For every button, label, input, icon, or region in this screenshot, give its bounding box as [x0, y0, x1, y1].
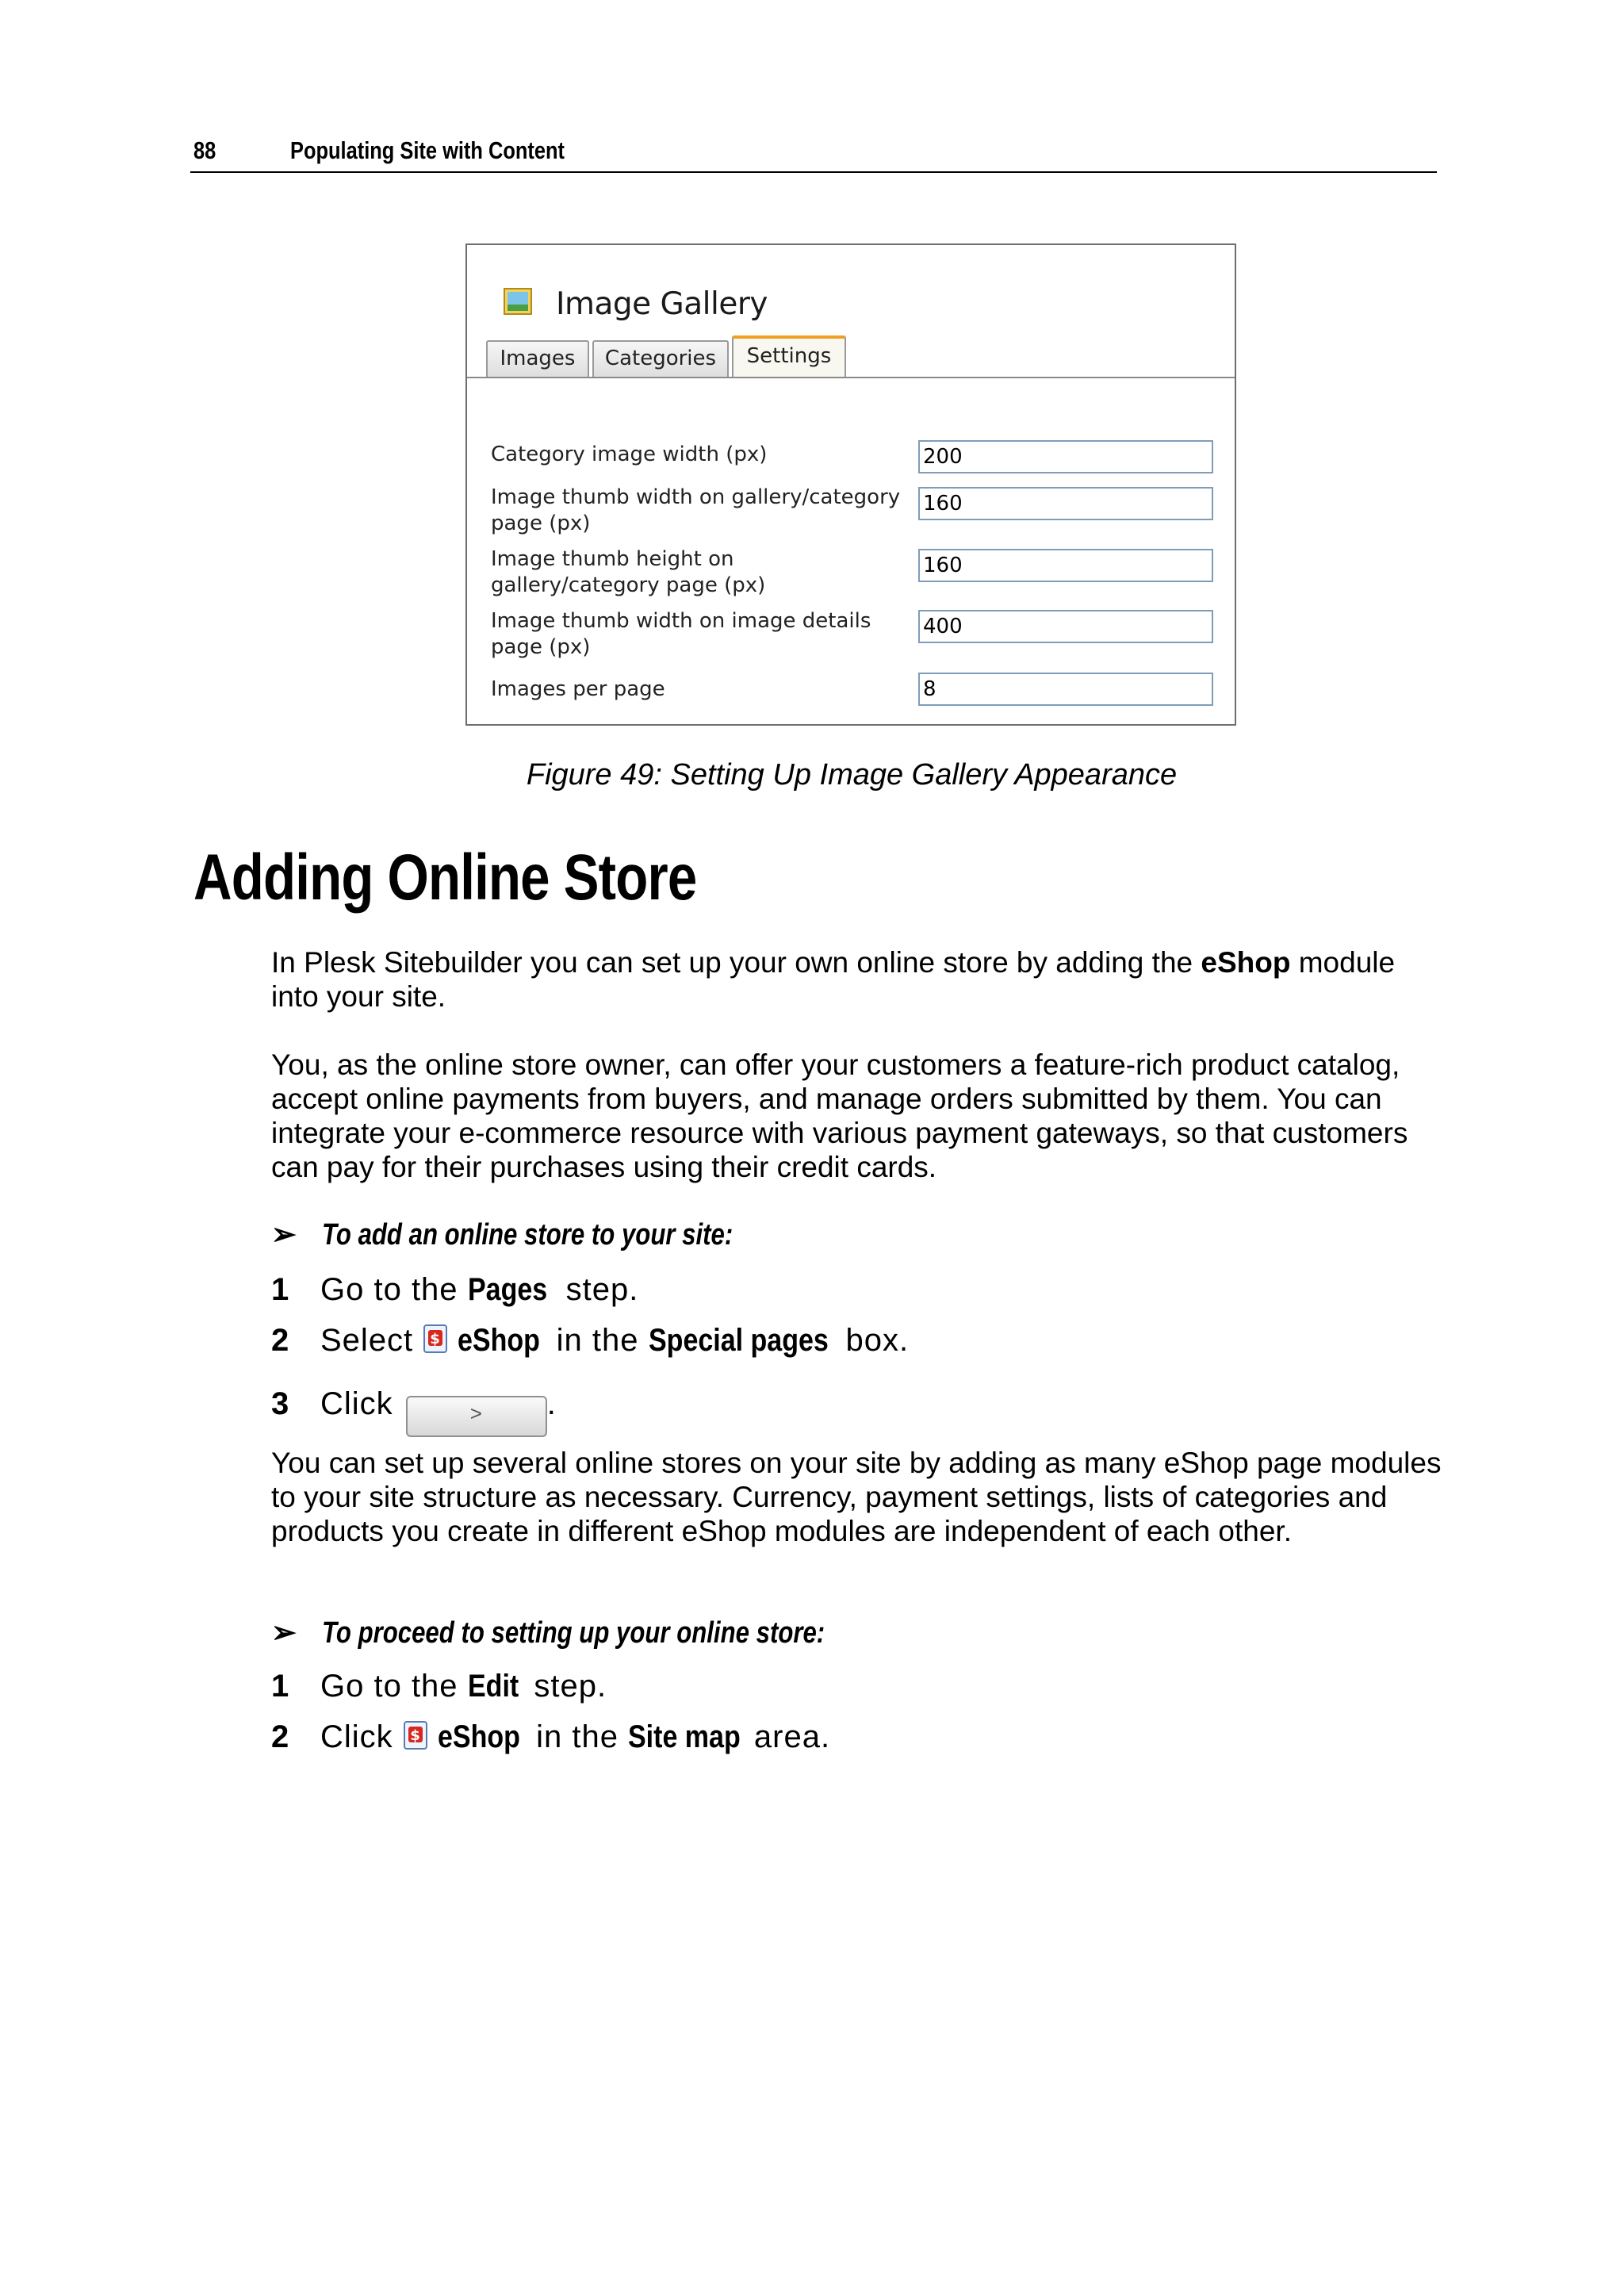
eshop-icon [423, 1324, 450, 1355]
svg-text:$: $ [430, 1331, 442, 1347]
picture-icon [504, 288, 532, 315]
running-section-title: Populating Site with Content [290, 136, 565, 164]
svg-text:$: $ [410, 1727, 421, 1744]
thumb-height-input[interactable]: 160 [918, 549, 1213, 582]
gallery-title: Image Gallery [556, 286, 768, 322]
tab-categories[interactable]: Categories [592, 340, 729, 377]
eshop-icon [403, 1720, 430, 1752]
images-per-page-input[interactable]: 8 [918, 673, 1213, 706]
tab-settings[interactable]: Settings [732, 335, 846, 377]
procedure-1-step-2: 2 Select $ eShop in the Special pages box. [271, 1323, 910, 1358]
multiple-stores-paragraph: You can set up several online stores on your site by adding as many eShop page modules to your site structure as necessary. Currency, payment settings, lists of categories and products you create in different eShop modules are independent of each other. [271, 1447, 1442, 1547]
page-header [190, 133, 1437, 173]
procedure-1-heading: ➢ To add an online store to your site: [271, 1218, 733, 1251]
details-width-input[interactable]: 400 [918, 610, 1213, 643]
intro-paragraph-2: You, as the online store owner, can offer your customers a feature-rich product catalog, accept online payments from buyers, and manage orders submitted by them. You can integrate your e-commerce resource with various payment gateways, so that customers can pay for their purchases using their credit cards. [271, 1048, 1408, 1183]
arrow-bullet-icon: ➢ [271, 1616, 297, 1650]
procedure-1-step-1: 1 Go to the Pages step. [271, 1272, 639, 1307]
image-gallery-screenshot [465, 243, 1236, 726]
procedure-1-step-3: 3 Click > . [271, 1383, 557, 1424]
field-label-thumb-height: Image thumb height on gallery/category page (px) [491, 547, 766, 597]
next-button[interactable]: > [406, 1396, 547, 1437]
intro-paragraph-1: In Plesk Sitebuilder you can set up your own online store by adding the eShop module into your site. [271, 946, 1396, 1013]
procedure-2-step-1: 1 Go to the Edit step. [271, 1669, 607, 1704]
thumb-width-input[interactable]: 160 [918, 487, 1213, 520]
procedure-2-step-2: 2 Click $ eShop in the Site map area. [271, 1719, 831, 1754]
category-width-input[interactable]: 200 [918, 440, 1213, 473]
field-label-thumb-width: Image thumb width on gallery/category page (px) [491, 485, 901, 535]
figure-caption: Figure 49: Setting Up Image Gallery Appearance [526, 758, 1178, 792]
section-heading: Adding Online Store [193, 841, 697, 914]
eshop-term: eShop [1201, 946, 1291, 979]
arrow-bullet-icon: ➢ [271, 1218, 297, 1251]
tab-panel-border [467, 377, 1235, 378]
field-label-category-width: Category image width (px) [491, 443, 768, 466]
field-label-images-per-page: Images per page [491, 677, 665, 701]
tab-images[interactable]: Images [486, 340, 589, 377]
procedure-2-heading: ➢ To proceed to setting up your online store: [271, 1616, 825, 1650]
field-label-details-width: Image thumb width on image details page (px) [491, 609, 871, 659]
page-number: 88 [193, 136, 216, 164]
